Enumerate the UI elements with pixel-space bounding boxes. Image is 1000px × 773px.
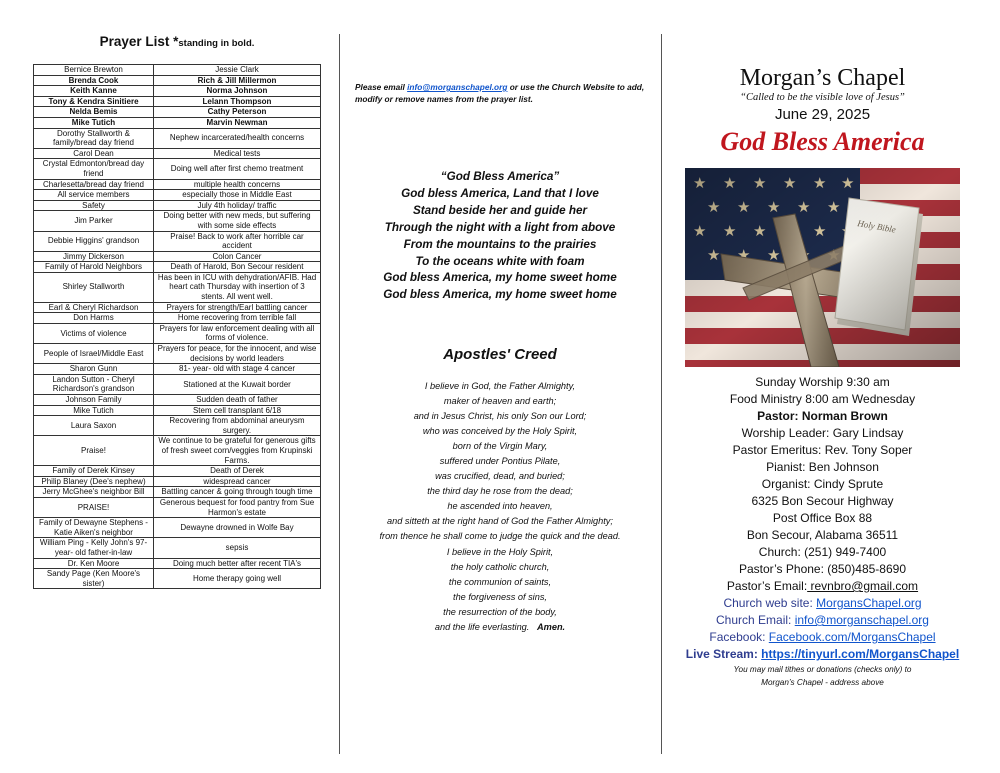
prayer-row xyxy=(34,148,321,159)
prayer-request: Colon Cancer xyxy=(154,251,321,262)
prayer-name: Praise! xyxy=(34,436,154,466)
prayer-row xyxy=(34,231,321,251)
prayer-name: People of Israel/Middle East xyxy=(34,344,154,364)
prayer-email-link[interactable]: info@morganschapel.org xyxy=(407,82,508,92)
prayer-name: Carol Dean xyxy=(34,148,154,159)
prayer-name: Family of Derek Kinsey xyxy=(34,466,154,477)
prayer-request: 81- year- old with stage 4 cancer xyxy=(154,364,321,375)
prayer-name: Johnson Family xyxy=(34,395,154,406)
prayer-request: Dewayne drowned in Wolfe Bay xyxy=(154,518,321,538)
prayer-request: Marvin Newman xyxy=(154,117,321,128)
hymn-line: God bless America, my home sweet home xyxy=(383,288,617,302)
prayer-name: Dr. Ken Moore xyxy=(34,558,154,569)
food-ministry: Food Ministry 8:00 am Wednesday xyxy=(729,392,916,406)
pastor-email-row: Pastor’s Email: revnbro@gmail.com xyxy=(726,579,919,593)
church-email-link[interactable]: info@morganschapel.org xyxy=(794,613,929,627)
prayer-request: widespread cancer xyxy=(154,476,321,487)
prayer-name: Jimmy Dickerson xyxy=(34,251,154,262)
creed-line: the third day he rose from the dead; xyxy=(427,486,573,497)
prayer-name: Bernice Brewton xyxy=(34,65,154,76)
prayer-row xyxy=(34,262,321,273)
prayer-name: PRAISE! xyxy=(34,497,154,517)
prayer-request: Home therapy going well xyxy=(154,569,321,589)
creed-line: the communion of saints, xyxy=(448,576,552,587)
prayer-row xyxy=(34,86,321,97)
donation-note: You may mail tithes or donations (checks only) to xyxy=(733,665,912,674)
creed-line: I believe in the Holy Spirit, xyxy=(446,546,554,557)
prayer-row xyxy=(34,466,321,477)
organist: Organist: Cindy Sprute xyxy=(761,477,884,491)
prayer-row xyxy=(34,117,321,128)
prayer-request: Prayers for law enforcement dealing with all forms of violence. xyxy=(154,323,321,343)
live-stream-row: Live Stream: https://tinyurl.com/MorgansChapel xyxy=(685,647,960,661)
pianist: Pianist: Ben Johnson xyxy=(766,460,879,474)
banner-title: God Bless America xyxy=(720,127,925,156)
facebook-row: Facebook: Facebook.com/MorgansChapel xyxy=(709,630,936,644)
creed-line: I believe in God, the Father Almighty, xyxy=(424,381,576,391)
creed-line: and sitteth at the right hand of God the Father Almighty; xyxy=(387,516,613,527)
church-phone: Church: (251) 949-7400 xyxy=(758,545,887,559)
prayer-request: Rich & Jill Millermon xyxy=(154,75,321,86)
prayer-row xyxy=(34,323,321,343)
prayer-row xyxy=(34,538,321,558)
address-city: Bon Secour, Alabama 36511 xyxy=(746,528,899,542)
hymn-lyrics xyxy=(345,169,655,304)
prayer-row xyxy=(34,128,321,148)
prayer-name: Debbie Higgins' grandson xyxy=(34,231,154,251)
church-name: Morgan’s Chapel xyxy=(739,65,906,91)
prayer-name: Mike Tutich xyxy=(34,117,154,128)
prayer-row xyxy=(34,344,321,364)
hymn-line: Stand beside her and guide her xyxy=(412,203,588,217)
prayer-request: July 4th holiday/ traffic xyxy=(154,200,321,211)
prayer-name: Victims of violence xyxy=(34,323,154,343)
creed-amen: Amen. xyxy=(537,621,566,632)
creed-text xyxy=(345,379,655,635)
prayer-list-table xyxy=(33,64,321,589)
prayer-name: Nelda Bemis xyxy=(34,107,154,118)
prayer-name: Sandy Page (Ken Moore's sister) xyxy=(34,569,154,589)
web-site-link[interactable]: MorgansChapel.org xyxy=(816,596,922,610)
creed-title: Apostles' Creed xyxy=(443,346,557,363)
creed-line: born of the Virgin Mary, xyxy=(452,441,548,452)
prayer-request: Medical tests xyxy=(154,148,321,159)
prayer-name: Mike Tutich xyxy=(34,405,154,416)
prayer-row xyxy=(34,179,321,190)
prayer-request: We continue to be grateful for generous gifts of fresh sweet corn/veggies from Krupinski Farms. xyxy=(154,436,321,466)
creed-line: suffered under Pontius Pilate, xyxy=(439,456,561,467)
prayer-row xyxy=(34,405,321,416)
prayer-row xyxy=(34,200,321,211)
pastor-email[interactable]: revnbro@gmail.com xyxy=(807,579,919,593)
prayer-row xyxy=(34,416,321,436)
prayer-name: Sharon Gunn xyxy=(34,364,154,375)
column-divider-left xyxy=(339,34,340,754)
church-email-row: Church Email: info@morganschapel.org xyxy=(716,613,929,627)
prayer-row xyxy=(34,436,321,466)
prayer-row xyxy=(34,159,321,179)
hymn-line: Through the night with a light from above xyxy=(384,220,616,234)
prayer-row xyxy=(34,190,321,201)
flag-cross-bible-illustration xyxy=(685,168,960,367)
hymn-line: God bless America, Land that I love xyxy=(401,186,599,200)
pastor-emeritus: Pastor Emeritus: Rev. Tony Soper xyxy=(732,443,913,457)
flag-cross-bible-photo xyxy=(685,168,960,367)
prayer-row xyxy=(34,272,321,302)
prayer-request: Lelann Thompson xyxy=(154,96,321,107)
prayer-row xyxy=(34,302,321,313)
prayer-name: Family of Dewayne Stephens - Katie Aiken's neighbor xyxy=(34,518,154,538)
prayer-row xyxy=(34,211,321,231)
creed-line: who was conceived by the Holy Spirit, xyxy=(422,426,578,437)
prayer-list-title: Prayer List *standing in bold. xyxy=(99,34,255,49)
worship-leader: Worship Leader: Gary Lindsay xyxy=(741,426,904,440)
prayer-request: Prayers for peace, for the innocent, and wise decisions by world leaders xyxy=(154,344,321,364)
creed-line: the forgiveness of sins, xyxy=(453,591,547,602)
prayer-row xyxy=(34,518,321,538)
prayer-row xyxy=(34,558,321,569)
prayer-request: Generous bequest for food pantry from Sue Harmon's estate xyxy=(154,497,321,517)
prayer-list-note: standing in bold. xyxy=(178,38,255,49)
creed-line: from thence he shall come to judge the quick and the dead. xyxy=(379,531,621,542)
creed-line: maker of heaven and earth; xyxy=(443,396,557,407)
live-stream-link[interactable]: https://tinyurl.com/MorgansChapel xyxy=(761,647,960,661)
prayer-name: William Ping - Kelly John's 97- year- old father-in-law xyxy=(34,538,154,558)
prayer-row xyxy=(34,96,321,107)
prayer-name: Shirley Stallworth xyxy=(34,272,154,302)
prayer-row xyxy=(34,374,321,394)
bulletin-date: June 29, 2025 xyxy=(774,106,871,123)
creed-line: and the life everlasting. Amen. xyxy=(434,621,566,632)
prayer-request: Stem cell transplant 6/18 xyxy=(154,405,321,416)
prayer-request: multiple health concerns xyxy=(154,179,321,190)
prayer-name: Jim Parker xyxy=(34,211,154,231)
prayer-request: Doing better with new meds, but suffering with some side effects xyxy=(154,211,321,231)
prayer-name: Brenda Cook xyxy=(34,75,154,86)
prayer-request: Cathy Peterson xyxy=(154,107,321,118)
creed-line: the holy catholic church, xyxy=(450,561,550,572)
hymn-line: From the mountains to the prairies xyxy=(403,237,597,251)
prayer-name: Philip Blaney (Dee's nephew) xyxy=(34,476,154,487)
prayer-row xyxy=(34,364,321,375)
prayer-row xyxy=(34,569,321,589)
church-info xyxy=(670,374,975,688)
church-motto: “Called to be the visible love of Jesus” xyxy=(740,92,905,103)
prayer-row xyxy=(34,65,321,76)
prayer-request: Praise! Back to work after horrible car accident xyxy=(154,231,321,251)
prayer-row xyxy=(34,107,321,118)
prayer-name: Crystal Edmonton/bread day friend xyxy=(34,159,154,179)
hymn-line: God bless America, my home sweet home xyxy=(383,271,617,285)
prayer-name: Dorothy Stallworth & family/bread day friend xyxy=(34,128,154,148)
prayer-name: Charlesetta/bread day friend xyxy=(34,179,154,190)
prayer-name: Landon Sutton - Cheryl Richardson's grandson xyxy=(34,374,154,394)
hymn-line: To the oceans white with foam xyxy=(415,254,585,268)
prayer-name: Laura Saxon xyxy=(34,416,154,436)
prayer-row xyxy=(34,75,321,86)
prayer-name: Jerry McGhee's neighbor Bill xyxy=(34,487,154,498)
prayer-row xyxy=(34,497,321,517)
creed-line: the resurrection of the body, xyxy=(443,606,557,617)
prayer-request: Has been in ICU with dehydration/AFIB. Had heart cath Thursday with insertion of 3 stents. All went well. xyxy=(154,272,321,302)
prayer-request: sepsis xyxy=(154,538,321,558)
prayer-request: Death of Harold, Bon Secour resident xyxy=(154,262,321,273)
hymn-line: “God Bless America” xyxy=(440,170,560,183)
prayer-name: Earl & Cheryl Richardson xyxy=(34,302,154,313)
prayer-name: All service members xyxy=(34,190,154,201)
prayer-request: Battling cancer & going through tough time xyxy=(154,487,321,498)
prayer-request: Sudden death of father xyxy=(154,395,321,406)
prayer-request: Nephew incarcerated/health concerns xyxy=(154,128,321,148)
prayer-request: Stationed at the Kuwait border xyxy=(154,374,321,394)
address-po-box: Post Office Box 88 xyxy=(772,511,873,525)
prayer-request: Doing well after first chemo treatment xyxy=(154,159,321,179)
creed-line: he ascended into heaven, xyxy=(447,501,553,512)
prayer-name: Don Harms xyxy=(34,313,154,324)
web-site-row: Church web site: MorgansChapel.org xyxy=(723,596,922,610)
pastor-phone: Pastor’s Phone: (850)485-8690 xyxy=(738,562,906,576)
prayer-name: Tony & Kendra Sinitiere xyxy=(34,96,154,107)
prayer-request: especially those in Middle East xyxy=(154,190,321,201)
prayer-name: Keith Kanne xyxy=(34,86,154,97)
prayer-name: Family of Harold Neighbors xyxy=(34,262,154,273)
donation-address-note: Morgan’s Chapel - address above xyxy=(761,677,884,687)
prayer-row xyxy=(34,395,321,406)
prayer-request: Doing much better after recent TIA's xyxy=(154,558,321,569)
pastor: Pastor: Norman Brown xyxy=(757,409,888,423)
prayer-row xyxy=(34,476,321,487)
prayer-row xyxy=(34,313,321,324)
prayer-row xyxy=(34,487,321,498)
prayer-request: Prayers for strength/Earl battling cancer xyxy=(154,302,321,313)
prayer-row xyxy=(34,251,321,262)
column-divider-right xyxy=(661,34,662,754)
facebook-link[interactable]: Facebook.com/MorgansChapel xyxy=(768,630,936,644)
prayer-request: Recovering from abdominal aneurysm surgery. xyxy=(154,416,321,436)
prayer-name: Safety xyxy=(34,200,154,211)
address-street: 6325 Bon Secour Highway xyxy=(751,494,894,508)
creed-line: and in Jesus Christ, his only Son our Lord; xyxy=(413,411,587,422)
creed-line: was crucified, dead, and buried; xyxy=(435,471,565,482)
worship-time: Sunday Worship 9:30 am xyxy=(755,375,890,389)
prayer-request: Norma Johnson xyxy=(154,86,321,97)
prayer-request: Jessie Clark xyxy=(154,65,321,76)
prayer-request: Home recovering from terrible fall xyxy=(154,313,321,324)
prayer-request: Death of Derek xyxy=(154,466,321,477)
prayer-email-note: Please email info@morganschapel.org or use the Church Website to add, modify or remove names from the prayer list. xyxy=(355,82,645,105)
